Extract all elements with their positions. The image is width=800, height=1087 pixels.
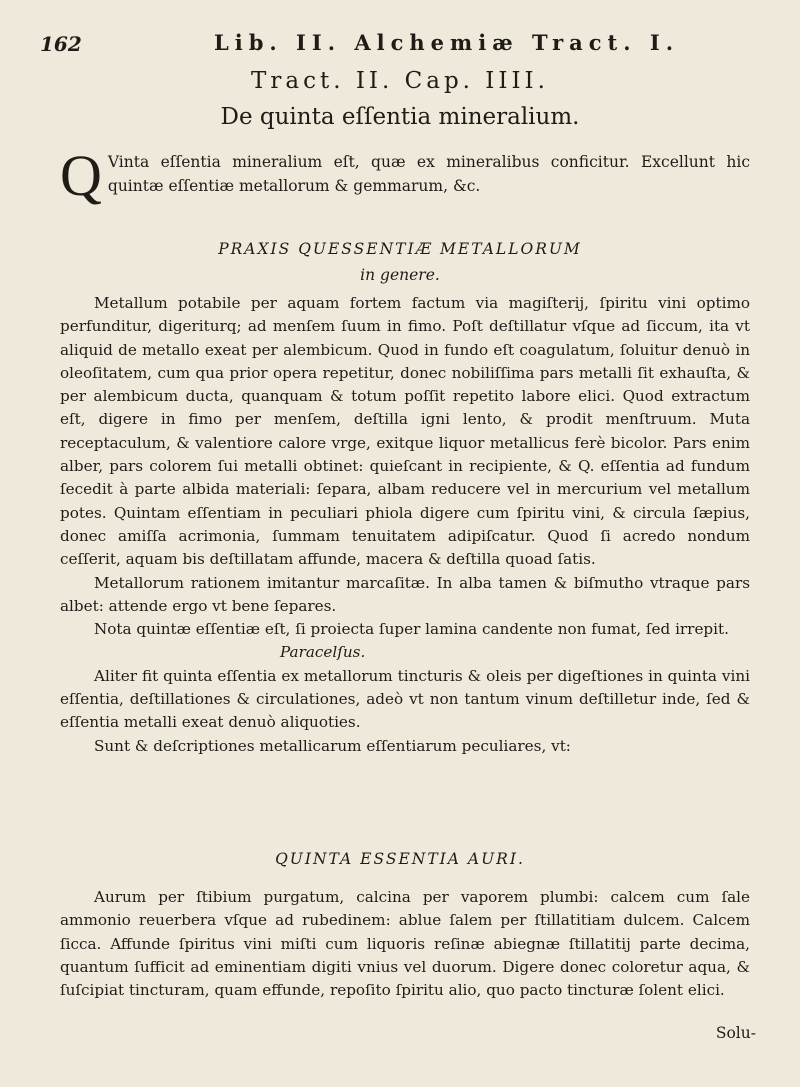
paragraph-5: Sunt & deſcriptiones metallicarum eſſentiarum peculiares, vt: — [94, 736, 571, 755]
author-note-line — [60, 641, 750, 664]
paragraph-3: Nota quintæ eſſentiæ eſt, ſi proiecta ſuper lamina candente non fumat, ſed irrepit. — [94, 620, 729, 639]
author-note: Paracelſus. — [280, 643, 366, 662]
catchword: Solu- — [715, 1024, 756, 1042]
praxis-heading: PRAXIS QUESSENTIÆ METALLORUM — [218, 240, 582, 258]
page-number: 162 — [40, 32, 82, 56]
praxis-subheading: in genere. — [360, 266, 440, 284]
paragraph-1: Metallum potabile per aquam fortem factum via magiſterij, ſpiritu vini optimo perfunditur, digeriturq; ad menſem ſuum in fimo. Poſt deſtillatur vſque ad ſiccum, ita vt aliquid de metallo exeat per alembicum. Quod in fundo eſt coagulatum, ſoluitur denuò in oleoſitatem, cum qua prior opera repetitur, donec nobiliſſima pars metalli ſit exhauſta, & per alembicum ducta, quanquam & totum poſſit repetito labore elici. Quod extractum eſt, digere in fimo per menſem, deſtilla igni lento, & prodit menſtruum. Muta receptaculum, & valentiore calore vrge, exitque liquor metallicus ferè bicolor. Pars enim alber, pars colorem ſui metalli obtinet: quieſcant in recipiente, & Q. eſſentia ad fundum ſecedit à parte albida materiali: ſepara, albam reducere vel in mercurium vel metallum potes. Quintam eſſentiam in peculiari phiola digere cum ſpiritu vini, & circula ſæpius, donec amiſſa acrimonia, ſummam tenuitatem adipiſcatur. Quod ſi acredo nondum ceſſerit, aquam bis deſtillatam affunde, macera & deſtilla quoad ſatis. — [60, 294, 750, 569]
chapter-title: De quinta eſſentia mineralium. — [220, 104, 580, 130]
auri-body — [60, 886, 750, 1002]
quinta-essentia-auri-heading: QUINTA ESSENTIA AURI. — [275, 850, 525, 868]
paragraph-2: Metallorum rationem imitantur marcaſitæ. In alba tamen & biſmutho vtraque pars albet: attende ergo vt bene ſepares. — [60, 573, 750, 615]
page-header — [36, 30, 776, 56]
intro-text: Vinta eſſentia mineralium eſt, quæ ex mineralibus conficitur. Excellunt hic quintæ eſſentiæ metallorum & gemmarum, &c. — [107, 153, 750, 195]
running-head: Lib. II. Alchemiæ Tract. I. — [214, 30, 680, 55]
auri-paragraph: Aurum per ſtibium purgatum, calcina per vaporem plumbi: calcem cum ſale ammonio reuerbera vſque ad rubedinem: ablue ſalem per ſtillatitiam dulcem. Calcem ſicca. Affunde ſpiritus vini miſti cum liquoris reſinæ abiegnæ ſtillatitij parte decima, quantum ſufficit ad eminentiam digiti vnius vel duorum. Digere donec coloretur aqua, & ſuſcipiat tincturam, quam effunde, repoſito ſpiritu alio, quo pacto tincturæ ſolent elici. — [60, 888, 750, 1000]
paragraph-4: Aliter fit quinta eſſentia ex metallorum tincturis & oleis per digeſtiones in quinta vini eſſentia, deſtillationes & circulationes, adeò vt non tantum vinum deſtilletur inde, ſed & eſſentia metalli exeat denuò aliquoties. — [60, 666, 750, 732]
tract-title: Tract. II. Cap. IIII. — [251, 68, 549, 94]
intro-paragraph — [60, 143, 750, 208]
main-body — [60, 292, 750, 758]
drop-cap: Q — [60, 143, 102, 208]
